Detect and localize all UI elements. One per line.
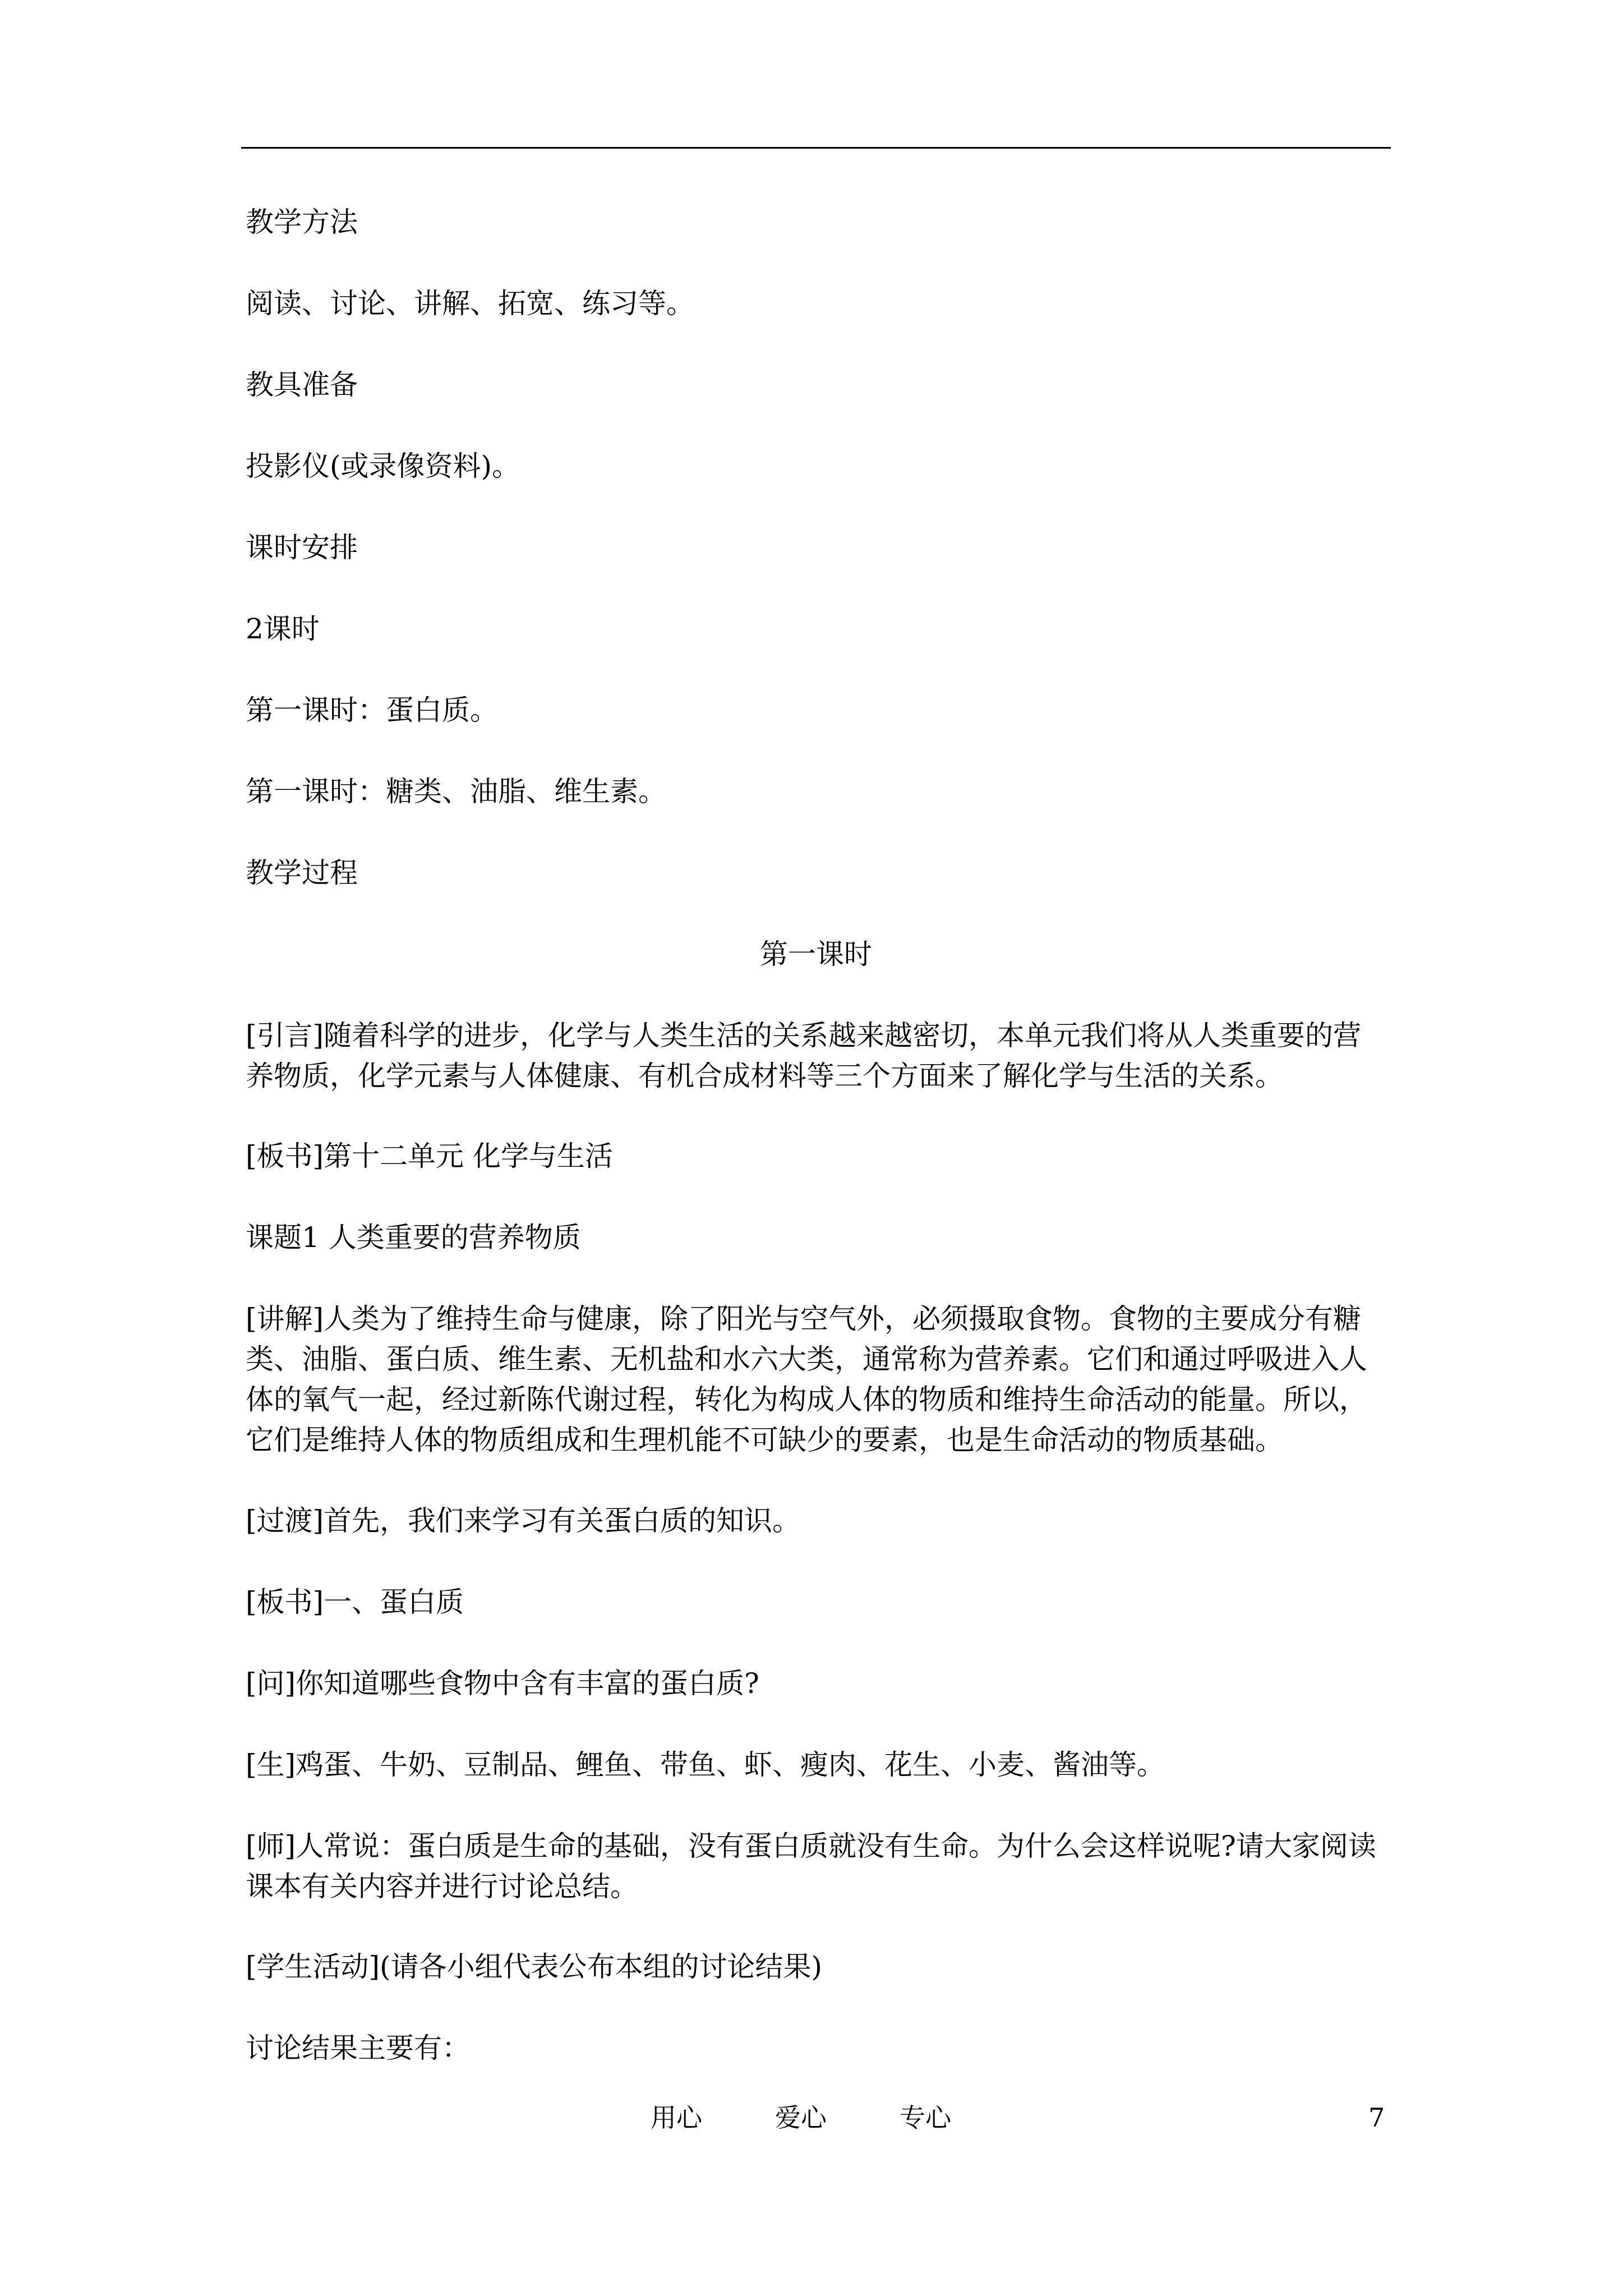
- discussion-results: 讨论结果主要有：: [246, 2032, 470, 2064]
- section-title: 第一课时: [760, 938, 872, 970]
- schedule-total: 2课时: [246, 613, 320, 645]
- footer-motto-3: 专心: [900, 2102, 951, 2133]
- board-unit-title: [板书]第十二单元 化学与生活: [246, 1140, 613, 1172]
- heading-teaching-method: 教学方法: [246, 206, 358, 238]
- header-rule: [241, 147, 1391, 149]
- schedule-lesson-1: 第一课时：蛋白质。: [246, 694, 498, 726]
- page-number: 7: [1368, 2102, 1385, 2133]
- board-protein: [板书]一、蛋白质: [246, 1586, 464, 1618]
- teaching-aids-text: 投影仪(或录像资料)。: [246, 450, 520, 482]
- schedule-lesson-2: 第一课时：糖类、油脂、维生素。: [246, 775, 666, 808]
- explanation-paragraph: [讲解]人类为了维持生命与健康，除了阳光与空气外，必须摄取食物。食物的主要成分有糖类、油脂、蛋白质、维生素、无机盐和水六大类，通常称为营养素。它们和通过呼吸进入人体的氧气一起，经过新陈代谢过程，转化为构成人体的物质和维持生命活动的能量。所以，它们是维持人体的物质组成和生理机能不可缺少的要素，也是生命活动的物质基础。: [246, 1303, 1367, 1456]
- teacher-prompt: [师]人常说：蛋白质是生命的基础，没有蛋白质就没有生命。为什么会这样说呢?请大家阅读课本有关内容并进行讨论总结。: [246, 1830, 1376, 1903]
- transition-text: [过渡]首先，我们来学习有关蛋白质的知识。: [246, 1504, 801, 1537]
- footer-motto: [651, 2101, 1024, 2134]
- heading-teaching-aids: 教具准备: [246, 369, 358, 401]
- heading-teaching-process: 教学过程: [246, 857, 358, 889]
- lesson-topic: 课题1 人类重要的营养物质: [246, 1221, 581, 1254]
- footer-motto-2: 爱心: [775, 2102, 827, 2133]
- student-activity: [学生活动](请各小组代表公布本组的讨论结果): [246, 1950, 823, 1983]
- teaching-method-text: 阅读、讨论、讲解、拓宽、练习等。: [246, 287, 694, 320]
- student-answer: [生]鸡蛋、牛奶、豆制品、鲤鱼、带鱼、虾、瘦肉、花生、小麦、酱油等。: [246, 1749, 1165, 1781]
- footer-motto-1: 用心: [651, 2102, 702, 2133]
- heading-schedule: 课时安排: [246, 531, 358, 564]
- question-text: [问]你知道哪些食物中含有丰富的蛋白质?: [246, 1667, 759, 1700]
- intro-paragraph: [引言]随着科学的进步，化学与人类生活的关系越来越密切，本单元我们将从人类重要的营养物质，化学元素与人体健康、有机合成材料等三个方面来了解化学与生活的关系。: [246, 1019, 1362, 1092]
